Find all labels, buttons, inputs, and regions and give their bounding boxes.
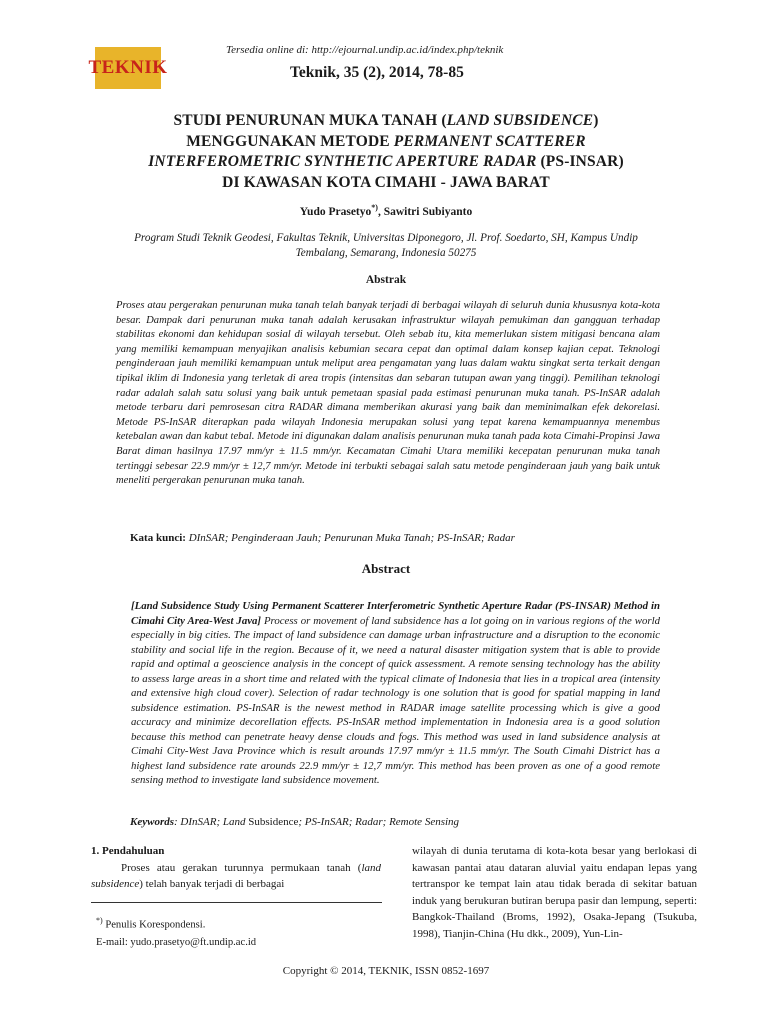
section-heading: 1. Pendahuluan [91, 845, 165, 857]
author-email: E-mail: yudo.prasetyo@ft.undip.ac.id [96, 936, 257, 948]
title-line-3: INTERFEROMETRIC SYNTHETIC APERTURE RADAR (PS-INSAR) [148, 153, 624, 170]
journal-logo [88, 47, 168, 89]
journal-reference: Teknik, 35 (2), 2014, 78-85 [290, 64, 464, 81]
authors [90, 203, 682, 218]
keywords: Keywords: DInSAR; Land Subsidence; PS-InSAR; Radar; Remote Sensing [130, 816, 460, 828]
affiliation: Program Studi Teknik Geodesi, Fakultas Teknik, Universitas Diponegoro, Jl. Prof. Soedarto, SH, Kampus Undip Tembalang, Semarang, Indonesia 50275 [134, 232, 638, 259]
abstract-body: [Land Subsidence Study Using Permanent Scatterer Interferometric Synthetic Aperture Radar (PS-INSAR) Method in Cimahi City Area-West Java] Process or movement of land subsidence has a lot going on in various regions of the world especially in big cities. The impact of land subsidence can damage urban infrastructure and a disruption to the economic stability and social life in the region. Because of it, we need a natural disaster mitigation system that is able to provide rapid and optimal a geoscience analysis in the concept of quick assessment. A remote sensing technology has the ability to assess large areas in a short time and related with the typical climate of Indonesia that lies in a tropical area (intensity and extensive high cloud cover). Selection of radar technology is one solution that is good for spatial mapping in land subsidence estimation. PS-InSAR is the newest method in RADAR image satellite processing which is give a good accuracy and minimize decorellation effects. PS-InSAR method implementation in Indonesia area is a good solution because this method can penetrate heavy dense clouds and fogs. This method was used in land subsidence analysis at Cimahi City-West Java Province which is result arounds 17.97 mm/yr ± 11.5 mm/yr. The South Cimahi District has a highest land subsidence rate arounds 22.9 mm/yr ± 12,7 mm/yr. This method has been proven as one of a good remote sensing method to investigate land subsidence movement. [131, 600, 660, 786]
kata-kunci [130, 532, 515, 544]
online-availability-text: Tersedia online di: http://ejournal.undip.ac.id/index.php/teknik [226, 44, 504, 56]
title-line-2: MENGGUNAKAN METODE PERMANENT SCATTERER [186, 132, 586, 150]
intro-column-left [91, 843, 381, 893]
copyright-footer: Copyright © 2014, TEKNIK, ISSN 0852-1697 [282, 965, 490, 977]
abstrak-heading: Abstrak [365, 274, 407, 286]
author-1: Yudo Prasetyo [299, 205, 372, 218]
corresponding-mark: *) [371, 203, 378, 212]
footnote-divider [91, 902, 382, 903]
author-2: , Sawitri Subiyanto [377, 205, 473, 218]
abstract-english-title: [Land Subsidence Study Using Permanent Scatterer Interferometric Synthetic Aperture Radar (PS-INSAR) Method in Cimahi City Area-West Java] [131, 600, 660, 627]
title-line-1: STUDI PENURUNAN MUKA TANAH (LAND SUBSIDENCE) [173, 112, 599, 129]
paper-title [90, 111, 682, 193]
keywords-label: Keywords [130, 816, 174, 828]
kata-kunci-label: Kata kunci: [130, 532, 186, 544]
intro-paragraph: Proses atau gerakan turunnya permukaan tanah (land subsidence) telah banyak terjadi di berbagai [91, 861, 381, 890]
kata-kunci-value: DInSAR; Penginderaan Jauh; Penurunan Muka Tanah; PS-InSAR; Radar [185, 532, 515, 544]
intro-column-right: wilayah di dunia terutama di kota-kota besar yang berlokasi di kawasan pantai atau dataran aluvial yaitu endapan lepas yang tertranspor ke tempat lain atau tidak berada di sekitar batuan induk yang berukuran butiran berupa pasir dan lempung, seperti: Bangkok-Thailand (Broms, 1992), Osaka-Jepang (Tsukuba, 1998), Tianjin-China (Hu dkk., 2009), Yun-Lin- [412, 845, 698, 940]
title-line-4: DI KAWASAN KOTA CIMAHI - JAWA BARAT [222, 173, 550, 191]
abstrak-body: Proses atau pergerakan penurunan muka tanah telah banyak terjadi di berbagai wilayah di seluruh dunia khususnya kota-kota besar. Dampak dari penurunan muka tanah adalah kerusakan infrastruktur wilayah pemukiman dan gangguan terhadap stabilitas ekonomi dan kehidupan sosial di wilayah tersebut. Oleh sebab itu, kita memerlukan sistem mitigasi bencana alam yang memiliki kemampuan menyajikan analisis kebumian secara cepat dan optimal dalam konsep kajian cepat. Teknologi penginderaan jauh memiliki kemampuan untuk meliput area pengamatan yang luas dalam waktu singkat serta terkait dengan tipikal iklim di Indonesia yang terletak di area tropis (intensitas dan sebaran tutupan awan yang tinggi). Pemilihan teknologi radar adalah salah satu solusi yang baik untuk pemetaan spasial pada estimasi penurunan muka tanah. PS-InSAR adalah metode terbaru dari pemrosesan citra RADAR dimana memberikan akurasi yang baik dan meminimalkan efek dekorelasi. Metode PS-InSAR diterapkan pada wilayah Indonesia merupakan solusi yang tepat karena kemampuannya menembus ketebalan awan dan kabut tebal. Metode ini digunakan dalam analisis penurunan muka tanah pada kota Cimahi-Propinsi Jawa Barat diman hasilnya 17.97 mm/yr ± 11.5 mm/yr. Kecamatan Cimahi Utara memiliki kecepatan penurunan muka tanah tertinggi sebesar 22.9 mm/yr ± 12,7 mm/yr. Metode ini terbukti sebagai salah satu metode penginderaan jauh yang baik untuk meneliti pergerakan penurunan muka tanah. [116, 300, 660, 487]
logo-text: TEKNIK [88, 57, 168, 78]
abstract-heading: Abstract [361, 561, 411, 576]
footnote: *) Penulis Korespondensi. E-mail: yudo.prasetyo@ft.undip.ac.id [96, 912, 256, 951]
